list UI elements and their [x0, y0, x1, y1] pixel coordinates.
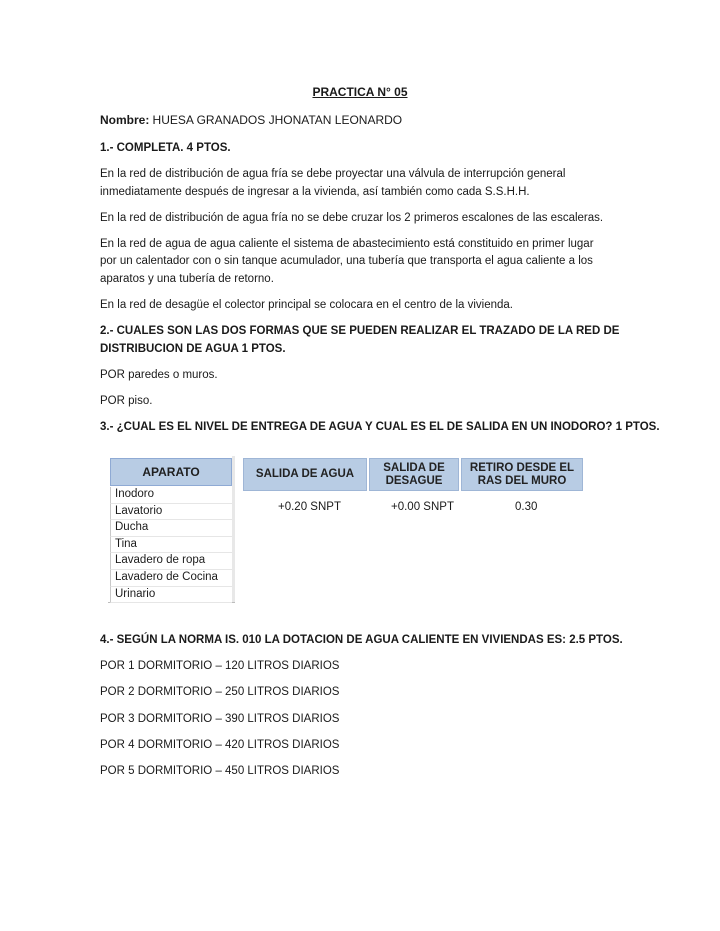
- q2-heading-line-1: 2.- CUALES SON LAS DOS FORMAS QUE SE PUEDEN REALIZAR EL TRAZADO DE LA RED DE: [100, 325, 620, 337]
- aparato-row: Lavatorio: [110, 504, 232, 521]
- salida-desague-header-text: [383, 462, 445, 488]
- q1-paragraph-3-line-1: En la red de agua de agua caliente el sistema de abastecimiento está constituido en primer lugar: [100, 238, 594, 250]
- q4-item: POR 1 DORMITORIO – 120 LITROS DIARIOS: [100, 660, 340, 672]
- aparato-row: Tina: [110, 537, 232, 554]
- salida-desague-line-1: SALIDA DE: [383, 461, 445, 474]
- q1-paragraph-1-line-2: inmediatamente después de ingresar a la vivienda, así también como cada S.S.H.H.: [100, 186, 530, 198]
- salida-agua-header-text: SALIDA DE AGUA: [255, 468, 355, 480]
- name-value: HUESA GRANADOS JHONATAN LEONARDO: [152, 113, 403, 127]
- student-name-line: [100, 112, 402, 129]
- salida-desague-value: +0.00 SNPT: [391, 501, 454, 513]
- q1-paragraph-4: En la red de desagüe el colector principal se colocara en el centro de la vivienda.: [100, 299, 513, 311]
- q2-answer-2: POR piso.: [100, 395, 153, 407]
- q1-paragraph-3-line-2: por un calentador con o sin tanque acumulador, una tubería que transporta el agua caliente a los: [100, 255, 593, 267]
- aparato-list: [110, 487, 232, 603]
- name-label: Nombre:: [100, 113, 150, 127]
- retiro-muro-header: [461, 458, 583, 491]
- q4-heading: 4.- SEGÚN LA NORMA IS. 010 LA DOTACION DE AGUA CALIENTE EN VIVIENDAS ES: 2.5 PTOS.: [100, 634, 623, 646]
- q4-item: POR 5 DORMITORIO – 450 LITROS DIARIOS: [100, 765, 340, 777]
- aparato-table: [108, 456, 235, 603]
- retiro-muro-value: 0.30: [515, 501, 538, 513]
- aparato-row: Inodoro: [110, 487, 232, 504]
- q3-heading: 3.- ¿CUAL ES EL NIVEL DE ENTREGA DE AGUA Y CUAL ES EL DE SALIDA EN UN INODORO? 1 PTOS.: [100, 421, 660, 433]
- retiro-muro-line-1: RETIRO DESDE EL: [469, 461, 575, 474]
- q2-answer-1: POR paredes o muros.: [100, 369, 218, 381]
- salida-agua-value: +0.20 SNPT: [278, 501, 341, 513]
- aparato-row: Lavadero de ropa: [110, 553, 232, 570]
- salida-agua-header: [243, 458, 367, 491]
- aparato-row: Urinario: [110, 587, 232, 604]
- q1-paragraph-2: En la red de distribución de agua fría no se debe cruzar los 2 primeros escalones de las escaleras.: [100, 212, 604, 224]
- q2-heading-line-2: DISTRIBUCION DE AGUA 1 PTOS.: [100, 343, 286, 355]
- q1-paragraph-1-line-1: En la red de distribución de agua fría se debe proyectar una válvula de interrupción general: [100, 168, 566, 180]
- q4-item: POR 3 DORMITORIO – 390 LITROS DIARIOS: [100, 713, 340, 725]
- aparato-row: Lavadero de Cocina: [110, 570, 232, 587]
- aparato-row: Ducha: [110, 520, 232, 537]
- aparato-header: APARATO: [110, 458, 232, 486]
- document-title: PRACTICA N° 05: [312, 85, 408, 99]
- q4-item: POR 4 DORMITORIO – 420 LITROS DIARIOS: [100, 739, 340, 751]
- salida-desague-header: [369, 458, 459, 491]
- table-divider: [232, 456, 235, 602]
- q1-paragraph-3-line-3: aparatos y una tubería de retorno.: [100, 273, 274, 285]
- salida-desague-line-2: DESAGUE: [385, 474, 443, 487]
- q1-heading: 1.- COMPLETA. 4 PTOS.: [100, 142, 231, 154]
- q4-item: POR 2 DORMITORIO – 250 LITROS DIARIOS: [100, 686, 340, 698]
- retiro-muro-line-2: RAS DEL MURO: [477, 474, 567, 487]
- retiro-muro-header-text: [470, 462, 574, 488]
